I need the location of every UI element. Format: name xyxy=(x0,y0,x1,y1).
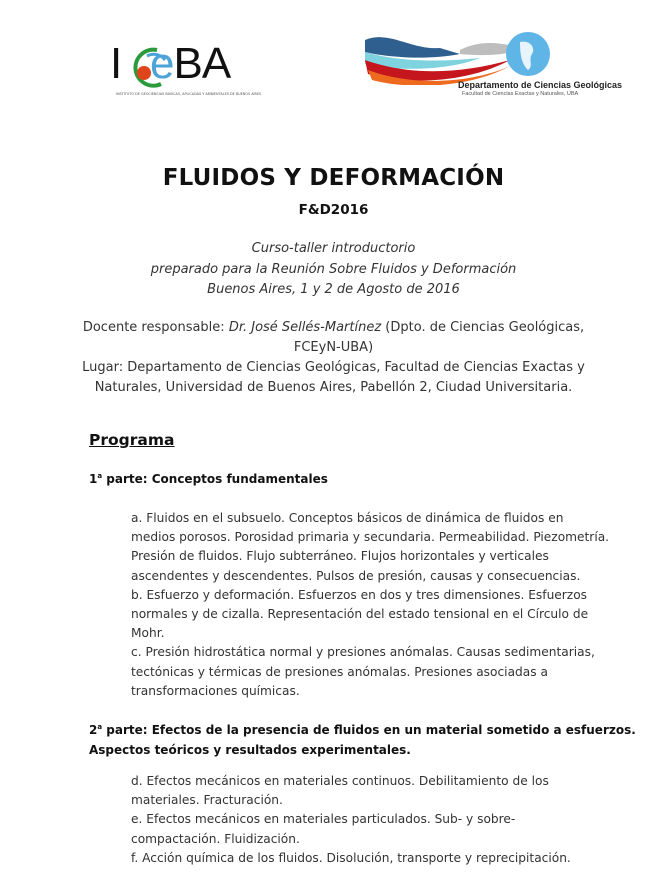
docente-name: Dr. José Sellés-Martínez xyxy=(228,320,382,335)
part-number: 1 xyxy=(89,472,98,486)
dept-logo-graphic xyxy=(360,30,610,85)
subtitle-line: preparado para la Reunión Sobre Fluidos y Deformación xyxy=(150,262,517,277)
docente-label: Docente responsable: xyxy=(82,320,229,335)
iceba-logo xyxy=(110,39,262,102)
part-title: parte: Conceptos fundamentales xyxy=(102,472,328,486)
dept-logo xyxy=(360,30,623,100)
subtitle-line: Buenos Aires, 1 y 2 de Agosto de 2016 xyxy=(207,282,460,297)
part2-heading xyxy=(89,723,636,737)
content-line: materiales. Fracturación. xyxy=(131,793,283,808)
content-line: c. Presión hidrostática normal y presiones anómalas. Causas sedimentarias, xyxy=(131,645,595,660)
content-line: b. Esfuerzo y deformación. Esfuerzos en dos y tres dimensiones. Esfuerzos xyxy=(131,587,588,602)
document-code: F&D2016 xyxy=(298,202,369,218)
part-number: 2 xyxy=(89,723,98,737)
part2-heading-cont: Aspectos teóricos y resultados experimentales. xyxy=(89,743,411,757)
part-title: parte: Efectos de la presencia de fluidos en un material sometido a esfuerzos. xyxy=(102,723,636,737)
content-line: ascendentes y descendentes. Pulsos de presión, causas y consecuencias. xyxy=(131,568,581,583)
content-line: medios porosos. Porosidad primaria y secundaria. Permeabilidad. Piezometría. xyxy=(131,530,610,545)
content-line: transformaciones químicas. xyxy=(131,683,300,698)
docente-affiliation: (Dpto. de Ciencias Geológicas, xyxy=(381,320,585,335)
content-line: Presión de fluidos. Flujo subterráneo. Flujos horizontales y verticales xyxy=(131,549,549,564)
content-line: a. Fluidos en el subsuelo. Conceptos básicos de dinámica de fluidos en xyxy=(131,511,564,525)
dept-logo-title: Departamento de Ciencias Geológicas xyxy=(458,80,623,90)
lugar-line: Naturales, Universidad de Buenos Aires, Pabellón 2, Ciudad Universitaria. xyxy=(94,380,573,395)
content-line: d. Efectos mecánicos en materiales continuos. Debilitamiento de los xyxy=(131,774,549,788)
content-line: compactación. Fluidización. xyxy=(131,831,300,846)
part2-content xyxy=(131,772,571,868)
docente-line xyxy=(0,320,667,335)
content-line: Mohr. xyxy=(131,626,165,641)
docente-affiliation-cont: FCEyN-UBA) xyxy=(293,340,374,355)
part-ordinal: a xyxy=(97,472,103,480)
dept-logo-subtitle: Facultad de Ciencias Exactas y Naturales, UBA xyxy=(462,91,579,97)
part1-heading xyxy=(89,472,328,486)
subtitle-line: Curso-taller introductorio xyxy=(251,241,416,256)
content-line: f. Acción química de los fluidos. Disolución, transporte y reprecipitación. xyxy=(131,850,571,865)
part1-content xyxy=(131,509,609,701)
programa-heading: Programa xyxy=(89,431,175,449)
content-line: normales y de cizalla. Representación del estado tensional en el Círculo de xyxy=(131,607,589,622)
part-ordinal: a xyxy=(97,723,103,731)
content-line: e. Efectos mecánicos en materiales particulados. Sub- y sobre- xyxy=(131,812,516,827)
lugar-line: Lugar: Departamento de Ciencias Geológicas, Facultad de Ciencias Exactas y xyxy=(82,360,585,375)
iceba-logo-text: I eBA xyxy=(110,39,231,88)
iceba-logo-subtitle: INSTITUTO DE GEOCIENCIAS BÁSICAS, APLICADAS Y AMBIENTALES DE BUENOS AIRES xyxy=(116,92,262,96)
document-title: FLUIDOS Y DEFORMACIÓN xyxy=(162,165,505,191)
content-line: tectónicas y térmicas de presiones anómalas. Presiones asociadas a xyxy=(131,664,548,679)
